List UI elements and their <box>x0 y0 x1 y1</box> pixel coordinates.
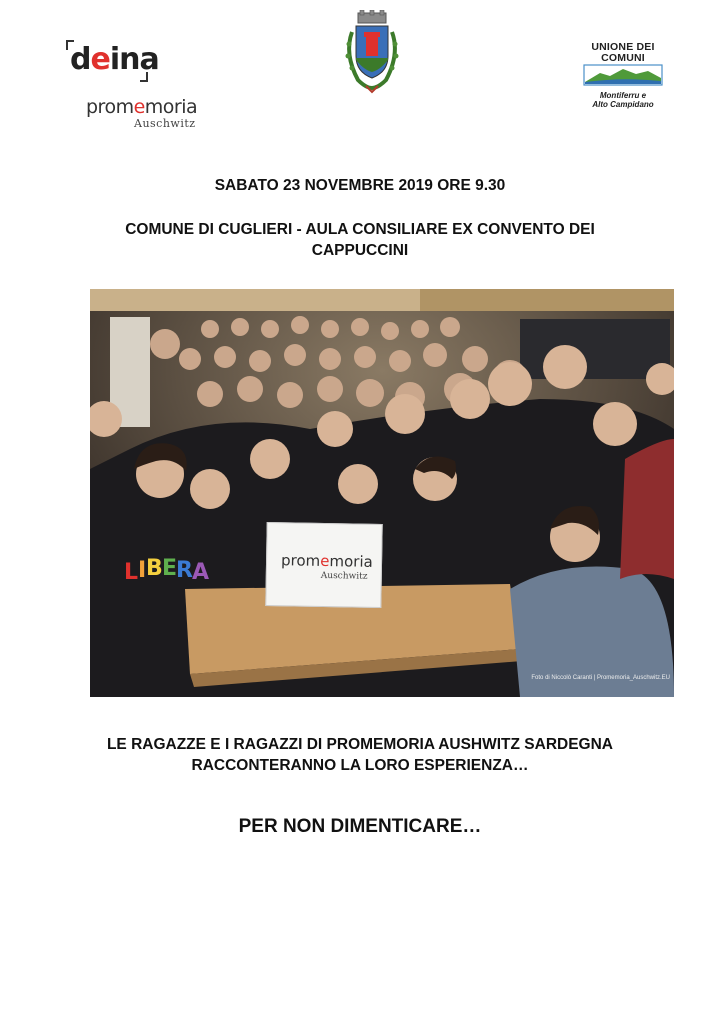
svg-text:A: A <box>192 560 210 585</box>
mountains-icon <box>578 64 668 86</box>
event-date: SABATO 23 NOVEMBRE 2019 ORE 9.30 <box>214 177 506 194</box>
story-text: LE RAGAZZE E I RAGAZZI DI PROMEMORIA AUSHWITZ SARDEGNA RACCONTERANNO LA LORO ESPERIENZA… <box>106 736 614 774</box>
photo-credit: Foto di Niccolò Caranti | Promemoria_Auschwitz.EU <box>531 675 670 681</box>
promemoria-auschwitz-logo <box>86 96 196 132</box>
sign-subtitle: Auschwitz <box>320 570 368 582</box>
closing-text: PER NON DIMENTICARE… <box>238 816 482 837</box>
svg-text:R: R <box>176 558 193 583</box>
municipal-crest-icon <box>340 10 404 94</box>
deina-logo <box>66 40 159 82</box>
unione-logo-subtitle: Montiferru e Alto Campidano <box>592 91 654 109</box>
unione-logo-title: UNIONE DEI COMUNI <box>591 41 655 64</box>
promemoria-logo-word: promemoria <box>86 96 198 118</box>
svg-text:I: I <box>138 558 147 583</box>
event-venue: COMUNE DI CUGLIERI - AULA CONSILIARE EX CONVENTO DEI CAPPUCCINI <box>125 221 595 259</box>
unione-dei-comuni-logo <box>578 42 668 108</box>
group-photo <box>90 289 674 697</box>
promemoria-sign <box>265 522 382 608</box>
sign-word: promemoria <box>280 551 373 571</box>
svg-text:L: L <box>124 560 139 585</box>
deina-logo-text: deina <box>70 42 159 77</box>
promemoria-logo-subtitle: Auschwitz <box>134 117 196 130</box>
svg-text:E: E <box>162 556 178 581</box>
svg-text:B: B <box>146 556 163 581</box>
